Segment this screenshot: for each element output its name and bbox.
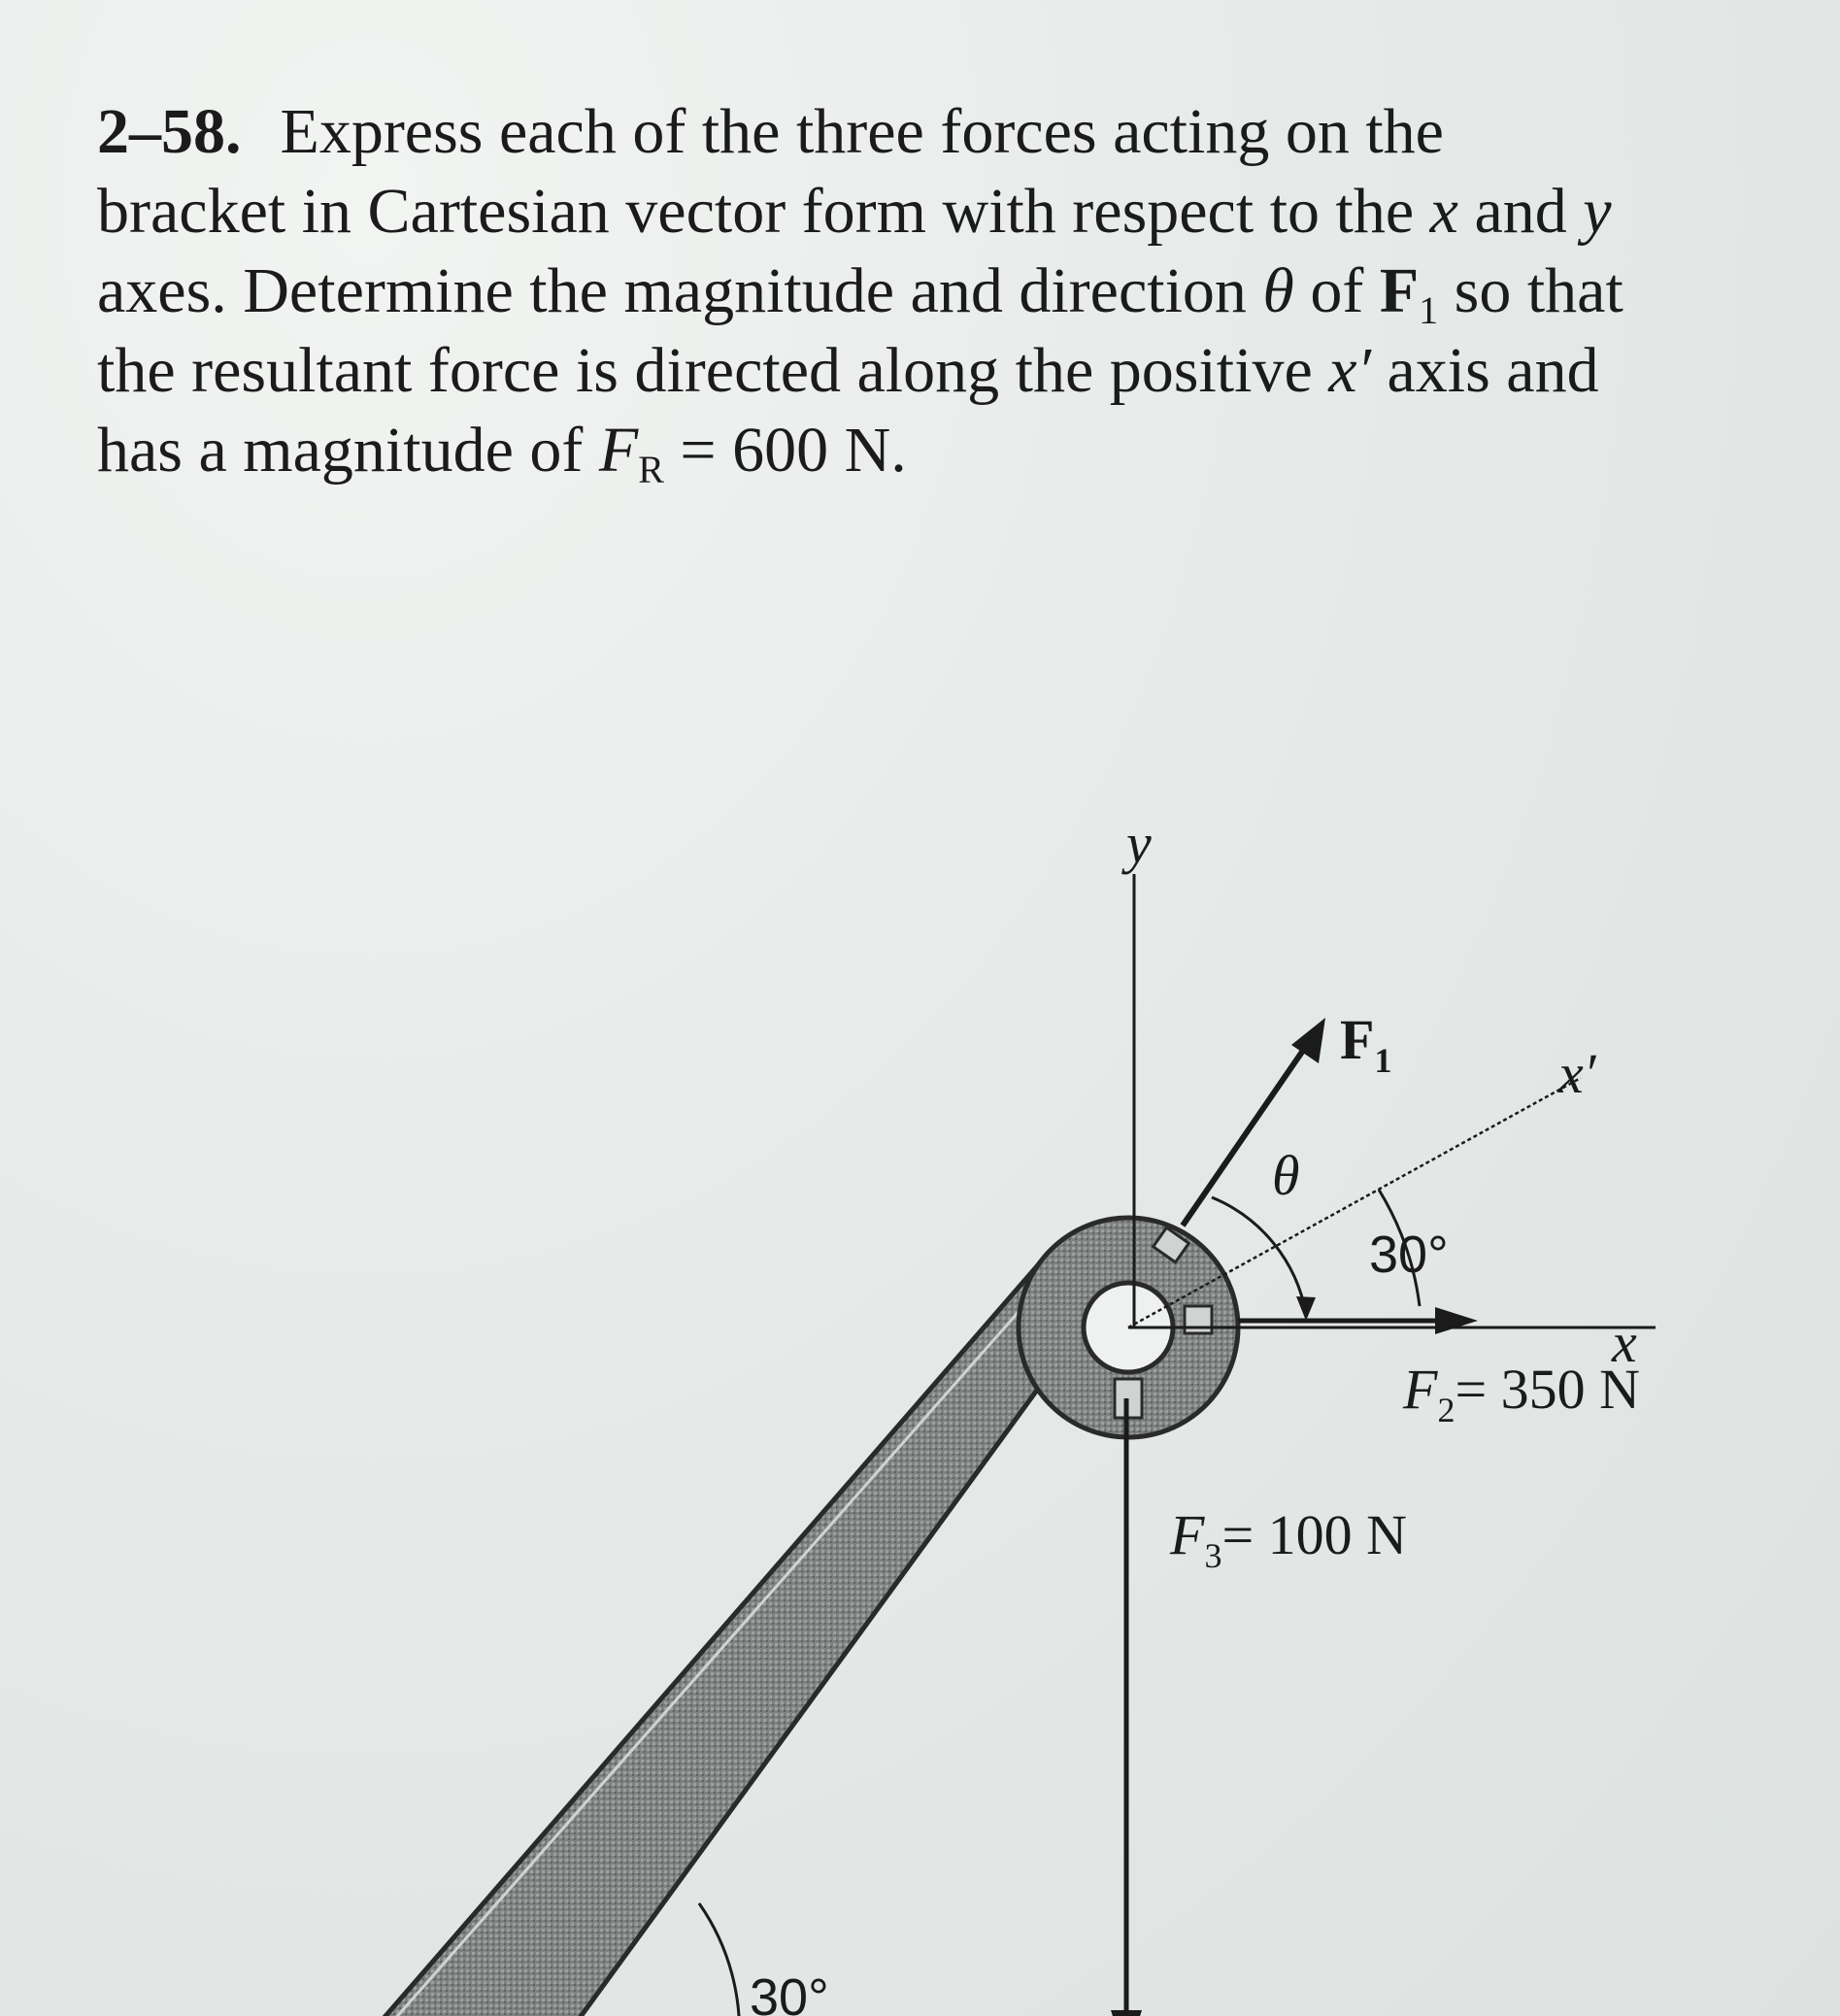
problem-number: 2–58. <box>97 96 242 167</box>
f2-arrowhead <box>1435 1307 1478 1334</box>
hub-lug-right <box>1185 1306 1212 1333</box>
f3-label: $F_3= 100$ N <box>1170 1503 1408 1575</box>
xprime-axis-label: x′ <box>1558 1042 1596 1105</box>
theta-label: θ <box>1272 1144 1300 1207</box>
y-axis-label: y <box>1126 812 1152 875</box>
theta-arc-arrowhead <box>1296 1296 1316 1321</box>
xprime-angle-label: 30° <box>1369 1226 1449 1284</box>
bracket-arm <box>277 1253 1087 2016</box>
base-angle-arc <box>699 1903 740 2016</box>
x-axis-label: x <box>1612 1311 1637 1374</box>
problem-line-3: axes. Determine the magnitude and direction θ of $F_1$ so that <box>97 255 1623 332</box>
base-angle-label: 30° <box>750 1968 829 2016</box>
problem-line-1: 2–58. Express each of the three forces acting on the <box>97 96 1444 167</box>
problem-line-4: the resultant force is directed along the positive x′ axis and <box>97 335 1599 406</box>
f2-label: $F_2= 350$ N <box>1403 1358 1641 1429</box>
f1-label: $F_1$ <box>1340 1008 1392 1080</box>
f3-arrowhead <box>1111 2010 1142 2016</box>
problem-line-5: has a magnitude of $F_R = 600$ N. <box>97 415 907 491</box>
problem-line-2: bracket in Cartesian vector form with respect to the x and y <box>97 176 1612 247</box>
